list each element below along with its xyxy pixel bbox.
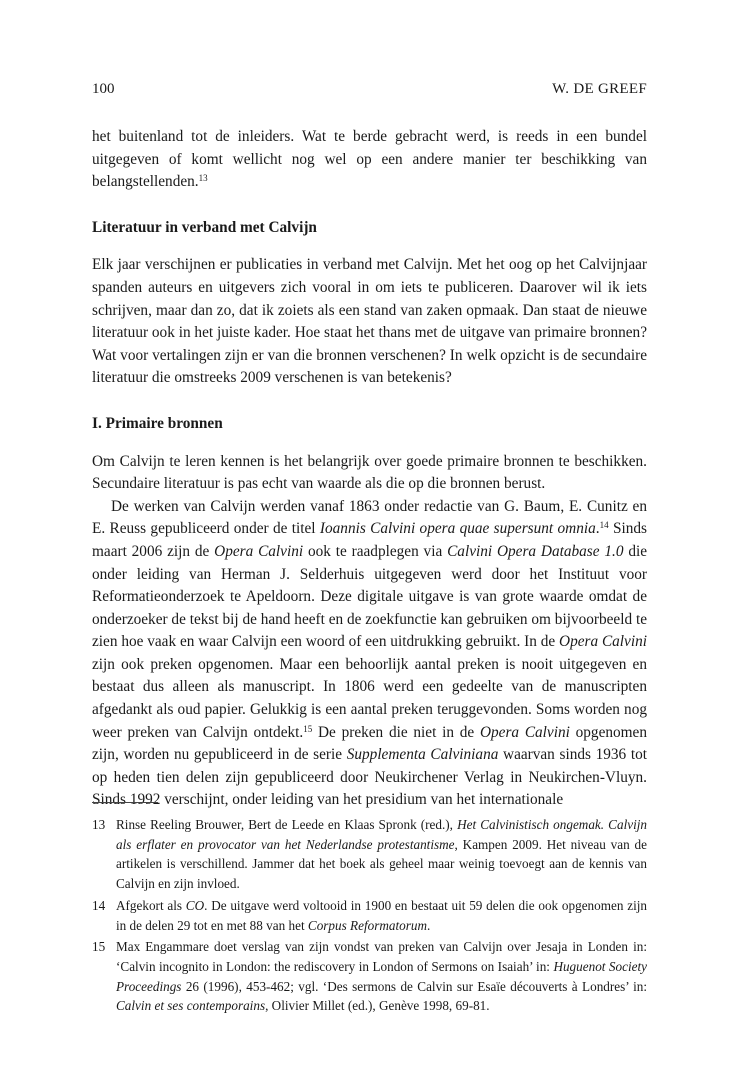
footnote-number: 15 [92, 939, 106, 955]
footnotes [92, 815, 647, 1018]
text-run: Afgekort als [116, 897, 186, 913]
text-run: zijn ook preken opgenomen. Maar een behoorlijk aantal preken is nooit uitgegeven en bestaat dus alleen als manuscript. In 1806 werd een gedeelte van de manuscripten afgedankt als oud papier. Gelukkig is een aantal preken teruggevonden. Soms worden nog weer preken van Calvijn ontdekt. [92, 655, 647, 741]
footnote-separator [92, 802, 158, 803]
paragraph-literatuur: Elk jaar verschijnen er publicaties in verband met Calvijn. Met het oog op het Calvijnjaar spanden auteurs en uitgevers zich vooral in om iets te publiceren. Daarover wil ik iets schrijven, maar dan zo, dat ik zoiets als een stand van zaken opmaak. Dan staat de nieuwe literatuur ook in het juiste kader. Hoe staat het thans met de uitgave van primaire bronnen? Wat voor vertalingen zijn er van die bronnen verschenen? In welk opzicht is de secundaire literatuur die omstreeks 2009 verschenen is van betekenis? [92, 256, 647, 387]
section-heading-literatuur: Literatuur in verband met Calvijn [92, 218, 317, 236]
footnote-ref-14: 14 [599, 520, 609, 531]
italic-title: Calvin et ses contemporains [116, 998, 266, 1014]
italic-title: Opera Calvini [479, 723, 570, 741]
text-run: Rinse Reeling Brouwer, Bert de Leede en Klaas Spronk (red.), [116, 817, 458, 832]
italic-title: Corpus Reformatorum [307, 917, 427, 933]
italic-title: Calvini Opera Database 1.0 [447, 542, 624, 560]
text-run: die onder leiding van Herman J. Selderhuis uitgegeven werd door het Instituut voor Reformatieonderzoek te Apeldoorn. Deze digitale uitgave is van grote waarde omdat de onderzoeker de tekst bij de hand heeft en de zoekfunctie kan gebruiken om bijvoorbeeld te zien hoe vaak en waar Calvijn een woord of een uitdrukking gebruikt. In de [92, 542, 648, 651]
running-head-author: W. DE GREEF [552, 81, 647, 97]
text-run: 26 (1996), 453-462; vgl. ‘Des sermons de Calvin sur Esaïe découverts à Londres’ in: [181, 978, 647, 994]
section-heading-primaire-bronnen: I. Primaire bronnen [92, 414, 223, 432]
paragraph-continued [92, 126, 647, 194]
footnote-ref-13: 13 [198, 173, 208, 184]
footnote-15 [92, 937, 647, 1016]
text-run: . [595, 520, 600, 538]
text-run: waarvan sinds 1936 tot op heden tien delen zijn gepubliceerd door Neukirchener Verlag in Neukirchen-Vluyn. Sinds 1992 verschijnt, onder leiding van het presidium van het internationale [92, 746, 647, 809]
text-run: Max Engammare doet verslag van zijn vondst van preken van Calvijn over Jesaja in Londen in: ‘Calvin incognito in London: the rediscovery in London of Sermons on Isaiah’ in: [116, 939, 647, 974]
text-run: , Kampen 2009. Het niveau van de artikelen is verschillend. Jammer dat het boek als geheel maar weinig toevoegt aan de kennis van Calvijn en zijn invloed. [116, 836, 648, 892]
paragraph-werken-calvijn [92, 496, 647, 812]
text-run: De preken die niet in de [312, 723, 480, 741]
text-run: het buitenland tot de inleiders. Wat te berde gebracht werd, is reeds in een bundel uitgegeven of komt wellicht nog wel op een andere manier ter beschikking van belangstellenden. [92, 128, 647, 191]
footnote-number: 14 [92, 897, 106, 913]
text-run: . [426, 917, 431, 933]
text-run: . De uitgave werd voltooid in 1900 en bestaat uit 59 delen die ook opgenomen zijn in de delen 29 tot en met 88 van het [116, 897, 647, 933]
italic-abbrev: CO [185, 897, 205, 913]
footnote-14 [92, 896, 647, 935]
italic-title: Opera Calvini [559, 633, 647, 651]
italic-title: Ioannis Calvini opera quae supersunt omnia [319, 520, 596, 538]
main-text [92, 126, 647, 812]
footnote-ref-15: 15 [303, 723, 313, 734]
page-number: 100 [92, 81, 115, 97]
text-run: , Olivier Millet (ed.), Genève 1998, 69-81. [265, 998, 490, 1014]
italic-title: Het Calvinistisch ongemak. Calvijn als erflater en provocator van het Nederlandse protestantisme [116, 817, 648, 852]
text-run: opgenomen zijn, worden nu gepubliceerd in de serie [92, 723, 647, 764]
italic-title: Opera Calvini [214, 542, 304, 560]
footnote-13 [92, 815, 647, 894]
text-run: De werken van Calvijn werden vanaf 1863 onder redactie van G. Baum, E. Cunitz en E. Reuss gepubliceerd onder de titel [92, 497, 647, 538]
italic-title: Supplementa Calviniana [346, 746, 499, 764]
paragraph-primaire-bronnen: Om Calvijn te leren kennen is het belangrijk over goede primaire bronnen te beschikken. Secundaire literatuur is pas echt van waarde als die op die bronnen berust. [92, 452, 647, 493]
text-run: ook te raadplegen via [303, 542, 448, 560]
italic-title: Huguenot Society Proceedings [116, 958, 647, 994]
footnote-number: 13 [92, 817, 106, 832]
text-run: Sinds maart 2006 zijn de [92, 520, 647, 560]
